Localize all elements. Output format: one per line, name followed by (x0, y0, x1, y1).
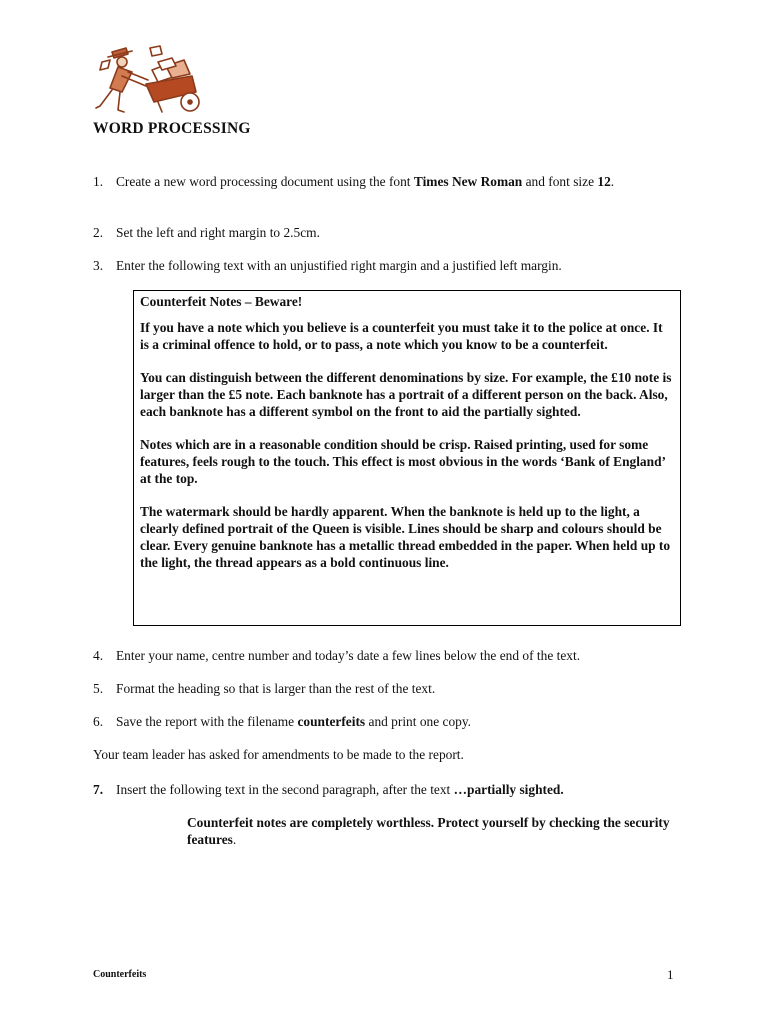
instruction-text: Save the report with the filename counterfeits and print one copy. (116, 714, 472, 729)
instruction-text: Format the heading so that is larger than the rest of the text. (116, 681, 436, 696)
instruction-number: 6. (93, 714, 104, 729)
instruction-text: Create a new word processing document using the font Times New Roman and font size 12. (116, 174, 615, 189)
instruction-text: Enter the following text with an unjustified right margin and a justified left margin. (116, 258, 562, 273)
inserted-text: Counterfeit notes are completely worthless. Protect yourself by checking the security features. (187, 815, 670, 847)
instruction-number: 4. (93, 648, 104, 663)
text-box (133, 290, 681, 626)
instruction-text: Set the left and right margin to 2.5cm. (116, 225, 320, 240)
box-paragraph-1: If you have a note which you believe is a counterfeit you must take it to the police at once. It is a criminal offence to hold, or to pass, a note which you know to be a counterfeit. (140, 320, 663, 352)
wheelbarrow-clipart (92, 40, 204, 120)
box-paragraph-3: Notes which are in a reasonable condition should be crisp. Raised printing, used for some features, feels rough to the touch. This effect is most obvious in the words ‘Bank of England’ at the top. (140, 437, 665, 486)
instruction-text: Enter your name, centre number and today’s date a few lines below the end of the text. (116, 648, 581, 663)
amendment-note: Your team leader has asked for amendments to be made to the report. (93, 747, 464, 762)
instruction-number: 1. (93, 174, 104, 189)
page-number: 1 (667, 967, 674, 982)
box-heading: Counterfeit Notes – Beware! (140, 294, 303, 309)
instruction-number: 7. (93, 782, 104, 797)
box-paragraph-4: The watermark should be hardly apparent. When the banknote is held up to the light, a clearly defined portrait of the Queen is visible. Lines should be sharp and colours should be clear. Every genuine banknote has a metallic thread embedded in the paper. When held up to the light, the thread appears as a bold continuous line. (140, 504, 671, 570)
instruction-text: Insert the following text in the second paragraph, after the text …partially sighted. (116, 782, 564, 797)
instruction-number: 5. (93, 681, 104, 696)
page-title: WORD PROCESSING (93, 120, 251, 137)
footer-title: Counterfeits (93, 969, 147, 980)
instruction-number: 2. (93, 225, 104, 240)
instruction-number: 3. (93, 258, 104, 273)
box-paragraph-2: You can distinguish between the different denominations by size. For example, the £10 note is larger than the £5 note. Each banknote has a portrait of a different person on the back. Also, each banknote has a different symbol on the front to aid the partially sighted. (140, 370, 672, 419)
